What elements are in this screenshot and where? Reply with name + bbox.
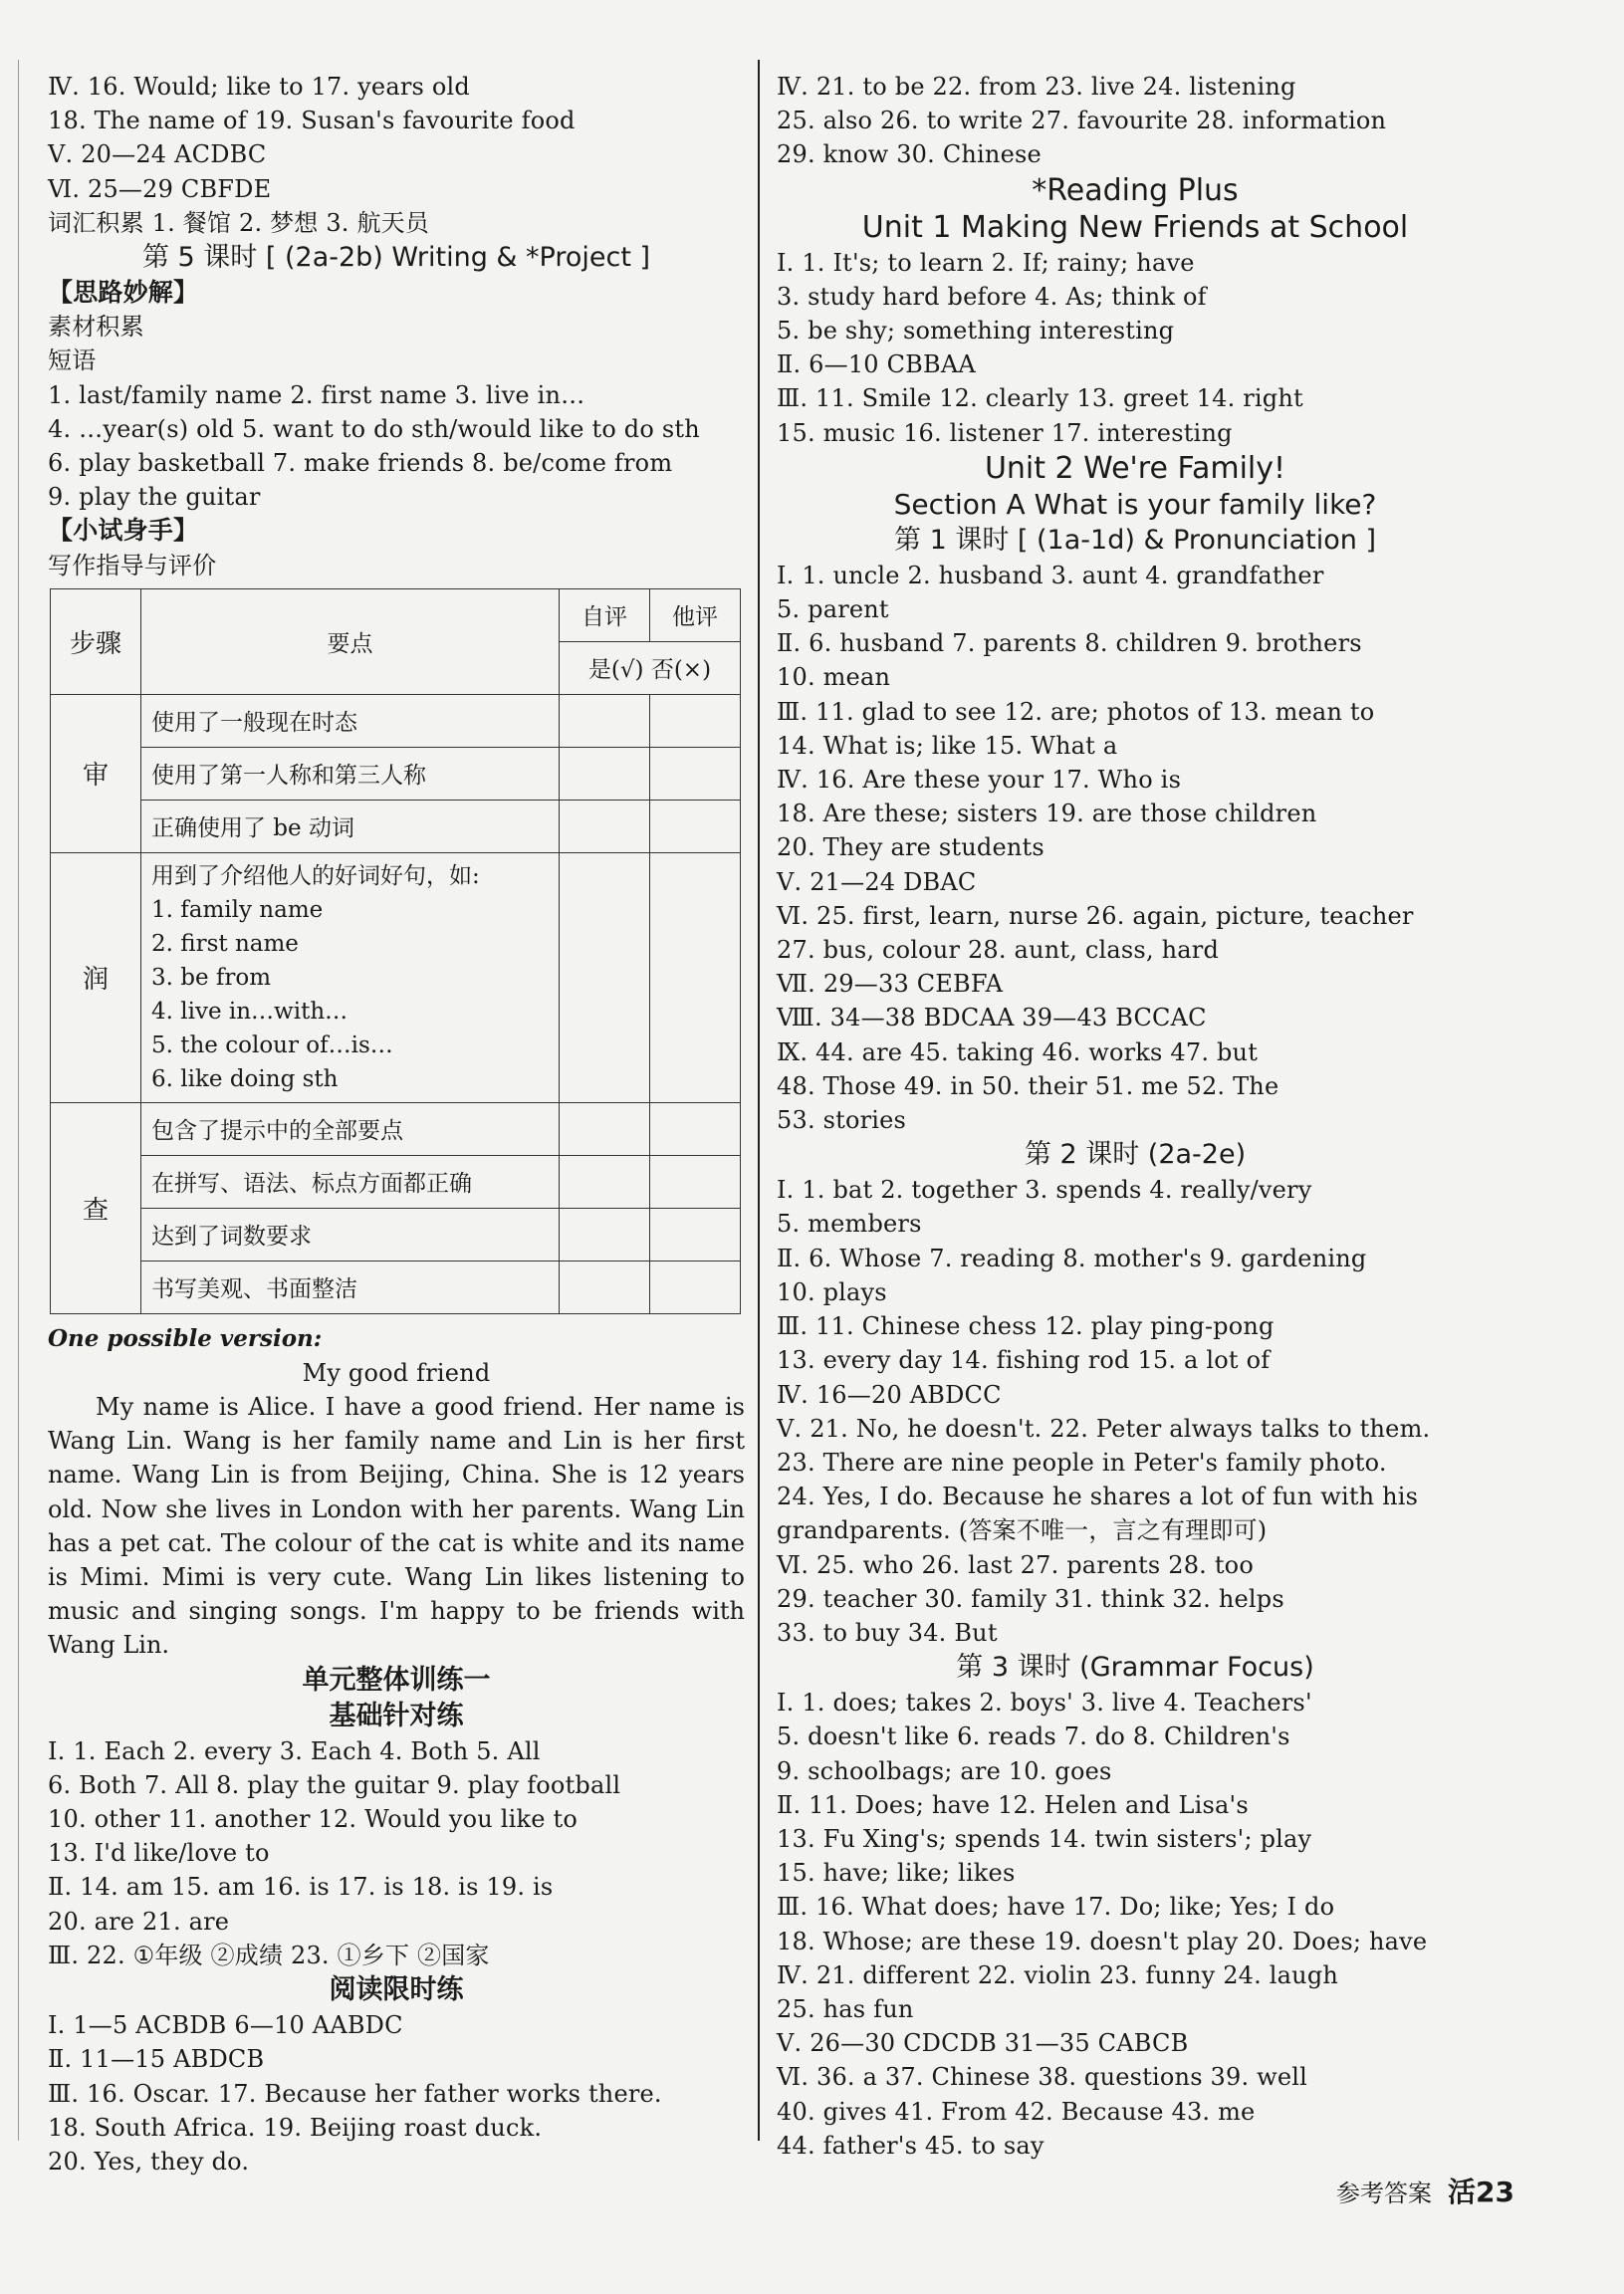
column-divider <box>758 60 760 2141</box>
table-row-polish <box>141 852 560 1102</box>
polish-item: 3. be from <box>151 964 272 991</box>
answer-line: 3. study hard before 4. As; think of <box>777 282 1207 311</box>
answer-line: 33. to buy 34. But <box>777 1618 998 1647</box>
lesson5-title: 第 5 课时 [ (2a-2b) Writing & *Project ] <box>141 242 651 274</box>
table-row: 使用了第一人称和第三人称 <box>141 747 560 800</box>
evaluation-table <box>50 588 741 1314</box>
answer-line: 6. Both 7. All 8. play the guitar 9. play football <box>48 1770 621 1799</box>
step-polish: 润 <box>51 852 141 1102</box>
polish-item: 1. family name <box>151 896 324 923</box>
answer-line: Ⅱ. 6. husband 7. parents 8. children 9. brothers <box>777 629 1362 658</box>
table-row: 包含了提示中的全部要点 <box>141 1102 560 1155</box>
unit-test-title: 单元整体训练一 <box>302 1664 491 1696</box>
phrase-line: 1. last/family name 2. first name 3. live in… <box>48 380 585 409</box>
answer-line: 48. Those 49. in 50. their 51. me 52. The <box>777 1071 1279 1100</box>
answer-line: 10. other 11. another 12. Would you like to <box>48 1805 578 1834</box>
polish-item: 2. first name <box>151 930 299 957</box>
answer-line: 25. has fun <box>777 1994 914 2023</box>
answer-line: Ⅵ. 36. a 37. Chinese 38. questions 39. well <box>777 2063 1308 2092</box>
answer-line: Ⅴ. 21—24 DBAC <box>777 867 977 896</box>
answer-line: 5. doesn't like 6. reads 7. do 8. Children's <box>777 1722 1290 1751</box>
answer-line: Ⅲ. 11. glad to see 12. are; photos of 13. mean to <box>777 697 1375 726</box>
answer-line: 20. are 21. are <box>48 1907 230 1936</box>
answer-line: Ⅱ. 6. Whose 7. reading 8. mother's 9. gardening <box>777 1244 1367 1272</box>
answer-line: 10. plays <box>777 1277 887 1306</box>
answer-line: 40. gives 41. From 42. Because 43. me <box>777 2097 1256 2126</box>
material-title: 素材积累 <box>48 313 144 342</box>
answer-line: Ⅳ. 16. Would; like to 17. years old <box>48 73 470 101</box>
writing-guide-title: 写作指导与评价 <box>48 551 217 579</box>
answer-line: Ⅵ. 25—29 CBFDE <box>48 174 272 203</box>
page-footer <box>1336 2171 1514 2210</box>
polish-item: 4. live in…with… <box>151 998 348 1025</box>
answer-line: Ⅶ. 29—33 CEBFA <box>777 970 1004 999</box>
step-check: 查 <box>51 1102 141 1313</box>
answer-line: 10. mean <box>777 663 891 692</box>
answer-line: 5. parent <box>777 595 889 624</box>
table-row: 在拼写、语法、标点方面都正确 <box>141 1155 560 1208</box>
possible-version-label: One possible version: <box>48 1324 323 1352</box>
phrase-line: 6. play basketball 7. make friends 8. be/come from <box>48 449 673 478</box>
answer-line: 24. Yes, I do. Because he shares a lot of fun with his <box>777 1483 1419 1511</box>
answer-line: Ⅵ. 25. who 26. last 27. parents 28. too <box>777 1550 1254 1579</box>
footer-label: 参考答案 <box>1336 2179 1433 2207</box>
answer-line: Ⅱ. 11. Does; have 12. Helen and Lisa's <box>777 1790 1249 1819</box>
polish-item: 6. like doing sth <box>151 1065 339 1092</box>
col-self: 自评 <box>560 588 650 641</box>
essay-title: My good friend <box>302 1358 491 1387</box>
answer-line: Ⅲ. 11. Smile 12. clearly 13. greet 14. right <box>777 384 1303 413</box>
answer-line: Ⅳ. 21. to be 22. from 23. live 24. listening <box>777 73 1296 101</box>
answer-line: Ⅷ. 34—38 BDCAA 39—43 BCCAC <box>777 1004 1207 1032</box>
answer-line: Ⅱ. 6—10 CBBAA <box>777 350 976 379</box>
answer-line: 15. music 16. listener 17. interesting <box>777 418 1233 447</box>
answer-line: Ⅲ. 16. What does; have 17. Do; like; Yes; I do <box>777 1893 1335 1922</box>
answer-line: 9. schoolbags; are 10. goes <box>777 1756 1112 1785</box>
table-row: 书写美观、书面整洁 <box>141 1261 560 1313</box>
answer-line: 25. also 26. to write 27. favourite 28. information <box>777 107 1387 135</box>
answer-line: 5. members <box>777 1210 922 1239</box>
answer-line: 23. There are nine people in Peter's family photo. <box>777 1448 1387 1477</box>
answer-line: 13. every day 14. fishing rod 15. a lot of <box>777 1346 1271 1375</box>
answer-line: Ⅰ. 1. It's; to learn 2. If; rainy; have <box>777 248 1195 277</box>
right-column <box>777 70 1494 2163</box>
left-top-answers <box>48 70 745 206</box>
answer-line: 18. Are these; sisters 19. are those children <box>777 800 1317 828</box>
answer-line: Ⅰ. 1. uncle 2. husband 3. aunt 4. grandfather <box>777 561 1324 589</box>
answer-line: 15. have; like; likes <box>777 1859 1016 1888</box>
answer-line: Ⅳ. 21. different 22. violin 23. funny 24. laugh <box>777 1960 1339 1989</box>
col-yes-no: 是(√) 否(×) <box>560 641 741 694</box>
polish-item: 用到了介绍他人的好词好句，如: <box>151 862 480 889</box>
answer-line: Ⅲ. 11. Chinese chess 12. play ping-pong <box>777 1312 1275 1341</box>
basic-practice-title: 基础针对练 <box>329 1700 464 1731</box>
polish-item: 5. the colour of…is… <box>151 1032 393 1058</box>
answer-line: 5. be shy; something interesting <box>777 317 1175 345</box>
reading-practice-title: 阅读限时练 <box>329 1974 464 2006</box>
table-row: 使用了一般现在时态 <box>141 694 560 747</box>
answer-line: 20. Yes, they do. <box>48 2147 250 2176</box>
left-column <box>48 70 745 2179</box>
page-number: 活23 <box>1448 2176 1514 2208</box>
phrase-title: 短语 <box>48 346 97 375</box>
answer-line: 18. Whose; are these 19. doesn't play 20. Does; have <box>777 1927 1428 1955</box>
answer-line: Ⅳ. 16. Are these your 17. Who is <box>777 766 1182 795</box>
answer-line: 53. stories <box>777 1106 907 1135</box>
answer-line: Ⅴ. 26—30 CDCDB 31—35 CABCB <box>777 2029 1189 2058</box>
answer-line: 13. Fu Xing's; spends 14. twin sisters'; play <box>777 1824 1312 1853</box>
answer-line: Ⅱ. 11—15 ABDCB <box>48 2045 265 2074</box>
answer-line: Ⅵ. 25. first, learn, nurse 26. again, picture, teacher <box>777 901 1414 930</box>
table-row: 达到了词数要求 <box>141 1208 560 1261</box>
answer-line: Ⅲ. 22. ①年级 ②成绩 23. ①乡下 ②国家 <box>48 1941 490 1969</box>
try-title: 【小试身手】 <box>48 516 199 546</box>
col-points: 要点 <box>141 588 560 694</box>
answer-line: 44. father's 45. to say <box>777 2131 1044 2160</box>
col-step: 步骤 <box>51 588 141 694</box>
unit2-title: Unit 2 We're Family! <box>984 450 1286 486</box>
table-row: 正确使用了 be 动词 <box>141 800 560 852</box>
margin-line <box>18 60 19 2141</box>
answer-line: Ⅰ. 1. does; takes 2. boys' 3. live 4. Teachers' <box>777 1689 1312 1718</box>
answer-line: 18. South Africa. 19. Beijing roast duck. <box>48 2113 543 2142</box>
answer-line: Ⅰ. 1. Each 2. every 3. Each 4. Both 5. All <box>48 1736 541 1765</box>
answer-line: Ⅴ. 20—24 ACDBC <box>48 140 267 169</box>
lesson1-title: 第 1 课时 [ (1a-1d) & Pronunciation ] <box>893 524 1376 556</box>
answer-line: Ⅰ. 1—5 ACBDB 6—10 AABDC <box>48 2011 403 2040</box>
answer-line: Ⅴ. 21. No, he doesn't. 22. Peter always talks to them. <box>777 1414 1431 1443</box>
answer-line: 29. teacher 30. family 31. think 32. helps <box>777 1584 1284 1613</box>
step-review: 审 <box>51 694 141 852</box>
answer-line: 13. I'd like/love to <box>48 1839 270 1868</box>
answer-line: 29. know 30. Chinese <box>777 140 1042 169</box>
answer-line: Ⅰ. 1. bat 2. together 3. spends 4. really/very <box>777 1176 1312 1205</box>
essay-text: My name is Alice. I have a good friend. Her name is Wang Lin. Wang is her family name and Lin is her first name. Wang Lin is from Beijing, China. She is 12 years old. Now she lives in London with her parents. Wang Lin has a pet cat. The colour of the cat is white and its name is Mimi. Mimi is very cute. Wang Lin likes listening to music and singing songs. I'm happy to be friends with Wang Lin. <box>48 1393 745 1660</box>
col-peer: 他评 <box>650 588 741 641</box>
section-a-title: Section A What is your family like? <box>893 487 1377 521</box>
answer-line: Ⅸ. 44. are 45. taking 46. works 47. but <box>777 1037 1259 1066</box>
phrase-line: 4. …year(s) old 5. want to do sth/would like to do sth <box>48 414 700 443</box>
answer-line: 18. The name of 19. Susan's favourite food <box>48 107 576 135</box>
answer-line: 14. What is; like 15. What a <box>777 731 1118 760</box>
vocab-line: 词汇积累 1. 餐馆 2. 梦想 3. 航天员 <box>48 208 430 237</box>
phrase-line: 9. play the guitar <box>48 483 261 512</box>
answer-line: Ⅳ. 16—20 ABDCC <box>777 1380 1002 1409</box>
unit1-title: Unit 1 Making New Friends at School <box>861 209 1409 245</box>
reading-plus-title: *Reading Plus <box>1032 172 1239 208</box>
answer-line: 27. bus, colour 28. aunt, class, hard <box>777 936 1220 965</box>
answer-line: grandparents. (答案不唯一，言之有理即可) <box>777 1516 1268 1545</box>
lesson3-title: 第 3 课时 (Grammar Focus) <box>956 1652 1314 1684</box>
answer-line: Ⅲ. 16. Oscar. 17. Because her father works there. <box>48 2079 662 2108</box>
lesson2-title: 第 2 课时 (2a-2e) <box>1024 1139 1247 1171</box>
tips-title: 【思路妙解】 <box>48 278 199 308</box>
answer-line: 20. They are students <box>777 833 1044 862</box>
essay-body <box>48 1390 745 1663</box>
answer-line: Ⅱ. 14. am 15. am 16. is 17. is 18. is 19. is <box>48 1873 554 1902</box>
